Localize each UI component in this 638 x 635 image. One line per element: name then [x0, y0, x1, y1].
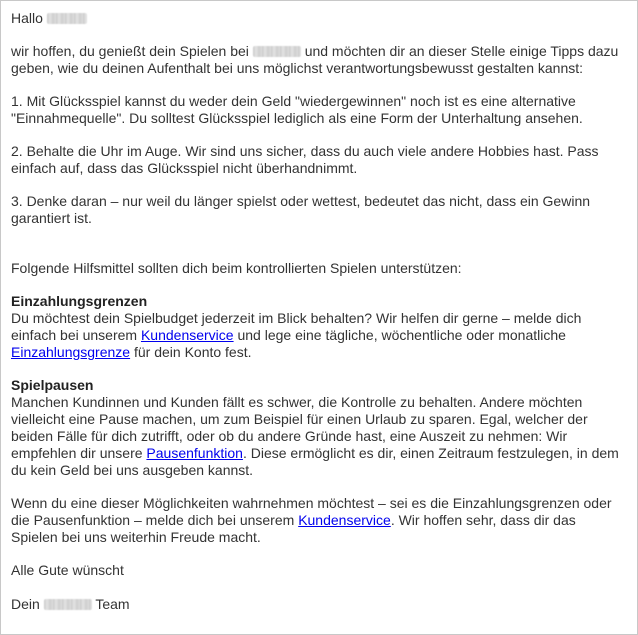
closing-paragraph: [11, 495, 621, 546]
deposit-text-part-2: und lege eine tägliche, wöchentliche oder monatliche: [233, 327, 566, 343]
signature-before: Dein: [11, 596, 40, 612]
email-body: [11, 10, 621, 613]
intro-text-before: wir hoffen, du genießt dein Spielen bei: [11, 43, 249, 59]
game-breaks-text: [11, 394, 621, 479]
tools-intro: Folgende Hilfsmittel sollten dich beim kontrollierten Spielen unterstützen:: [11, 260, 462, 276]
pause-function-link[interactable]: Pausenfunktion: [146, 445, 243, 461]
redacted-brand-name: [253, 46, 301, 57]
greeting-text: Hallo: [11, 10, 43, 26]
intro-paragraph: [11, 43, 621, 77]
tip-1: 1. Mit Glücksspiel kannst du weder dein Geld "wiedergewinnen" noch ist es eine alternative "Einnahmequelle". Du solltest Glücksspiel lediglich als eine Form der Unterhaltung ansehen.: [11, 93, 583, 126]
deposit-limits-text: [11, 310, 621, 361]
redacted-recipient-name: [47, 13, 87, 24]
signature-after: Team: [95, 596, 130, 612]
tip-3: 3. Denke daran – nur weil du länger spielst oder wettest, bedeutet das nicht, dass ein Gewinn garantiert ist.: [11, 193, 591, 226]
deposit-text-part-1: Du möchtest dein Spielbudget jederzeit im Blick behalten? Wir helfen dir gerne – melde dich einfach bei unserem: [11, 310, 582, 343]
game-breaks-heading: Spielpausen: [11, 377, 94, 393]
signature-line: [11, 596, 621, 613]
deposit-limit-link[interactable]: Einzahlungsgrenze: [11, 344, 131, 360]
breaks-text-part-2: . Diese ermöglicht es dir, einen Zeitraum festzulegen, in dem du kein Geld bei uns ausgeben kannst.: [11, 445, 619, 478]
deposit-limits-heading: Einzahlungsgrenzen: [11, 293, 148, 309]
closing-text-part-2: . Wir hoffen sehr, dass dir das Spielen bei uns weiterhin Freude macht.: [11, 512, 576, 545]
regards-line: Alle Gute wünscht: [11, 562, 124, 578]
deposit-text-part-3: für dein Konto fest.: [130, 344, 252, 360]
closing-text-part-1: Wenn du eine dieser Möglichkeiten wahrnehmen möchtest – sei es die Einzahlungsgrenzen oder die Pausenfunktion – melde dich bei unserem: [11, 495, 612, 528]
intro-text-after: und möchten dir an dieser Stelle einige Tipps dazu geben, wie du deinen Aufenthalt bei uns möglichst verantwortungsbewusst gestalten kannst:: [11, 43, 619, 76]
customer-service-link[interactable]: Kundenservice: [140, 327, 234, 343]
greeting-line: [11, 10, 621, 27]
breaks-text-part-1: Manchen Kundinnen und Kunden fällt es schwer, die Kontrolle zu behalten. Andere möchten vielleicht eine Pause machen, um zum Beispiel für einen Urlaub zu sparen. Egal, welcher der beiden Fälle für dich zutrifft, oder ob du andere Gründe hast, eine Auszeit zu nehmen: Wir empfehlen dir unsere: [11, 394, 588, 461]
redacted-team-name: [44, 599, 92, 610]
tip-2: 2. Behalte die Uhr im Auge. Wir sind uns sicher, dass du auch viele andere Hobbies hast. Pass einfach auf, dass das Glücksspiel nicht überhandnimmt.: [11, 143, 599, 176]
customer-service-link-closing[interactable]: Kundenservice: [298, 512, 391, 528]
